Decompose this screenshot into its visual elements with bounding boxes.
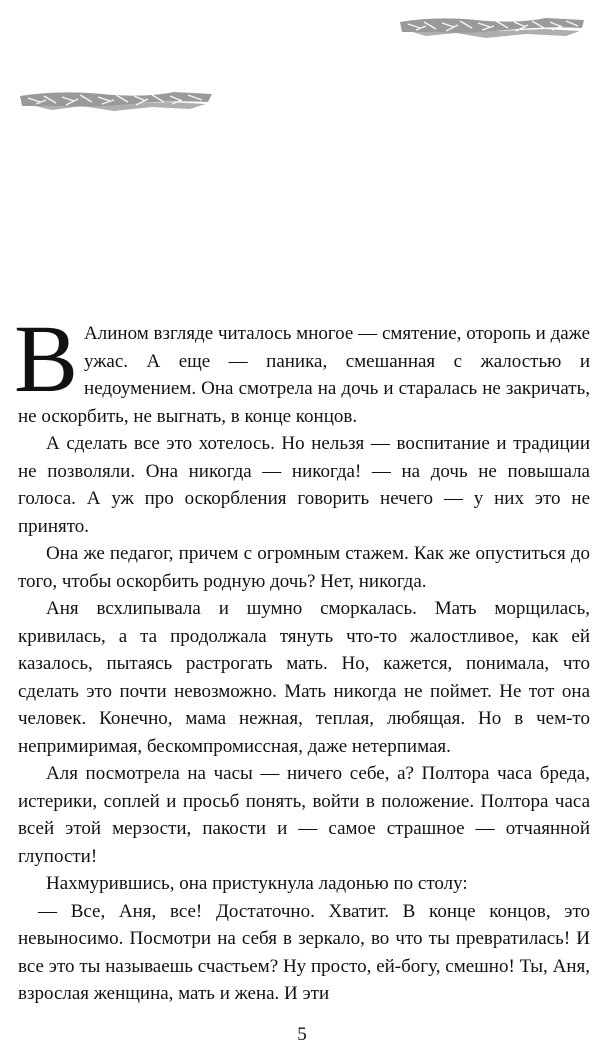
- brush-ornament-top: [396, 14, 588, 40]
- paragraph-6: Нахмурившись, она пристукнула ладонью по столу:: [46, 873, 468, 894]
- dialog-line: — Все, Аня, все! Достаточно. Хватит. В конце концов, это невыносимо. Посмотри на себя в зеркало, во что ты превратилась! И все это ты называешь счастьем? Ну просто, ей-богу, смешно! Ты, Аня, взрослая женщина, мать и жена. И эти: [18, 900, 590, 1004]
- paragraph-2: А сделать все это хотелось. Но нельзя — воспитание и традиции не позволяли. Она никогда — никогда! — на дочь не повышала голоса. А уж про оскорбления говорить нечего — у них это не принято.: [18, 433, 590, 537]
- drop-cap: В: [14, 305, 79, 412]
- brush-ornament-middle: [18, 86, 214, 112]
- paragraph-5: Аля посмотрела на часы — ничего себе, а? Полтора часа бреда, истерики, соплей и просьб понять, войти в положение. Полтора часа всей этой мерзости, пакости и — самое страшное — отчаянной глупости!: [18, 763, 590, 867]
- chapter-text: [14, 305, 590, 1008]
- paragraph-3: Она же педагог, причем с огромным стажем. Как же опуститься до того, чтобы оскорбить родную дочь? Нет, никогда.: [18, 543, 590, 592]
- paragraph-4: Аня всхлипывала и шумно сморкалась. Мать морщилась, кривилась, а та продолжала тянуть что-то жалостливое, как ей казалось, пытаясь растрогать мать. Но, кажется, понимала, что сделать это почти невозможно. Мать никогда не поймет. Не тот она человек. Конечно, мама нежная, теплая, любящая. Но в чем-то непримиримая, бескомпромиссная, даже нетерпимая.: [18, 598, 590, 757]
- paragraph-1: Алином взгляде читалось многое — смятение, оторопь и даже ужас. А еще — паника, смешанная с жалостью и недоумением. Она смотрела на дочь и старалась не закричать, не оскорбить, не выгнать, в конце концов.: [18, 323, 590, 427]
- page-number: 5: [297, 1024, 307, 1045]
